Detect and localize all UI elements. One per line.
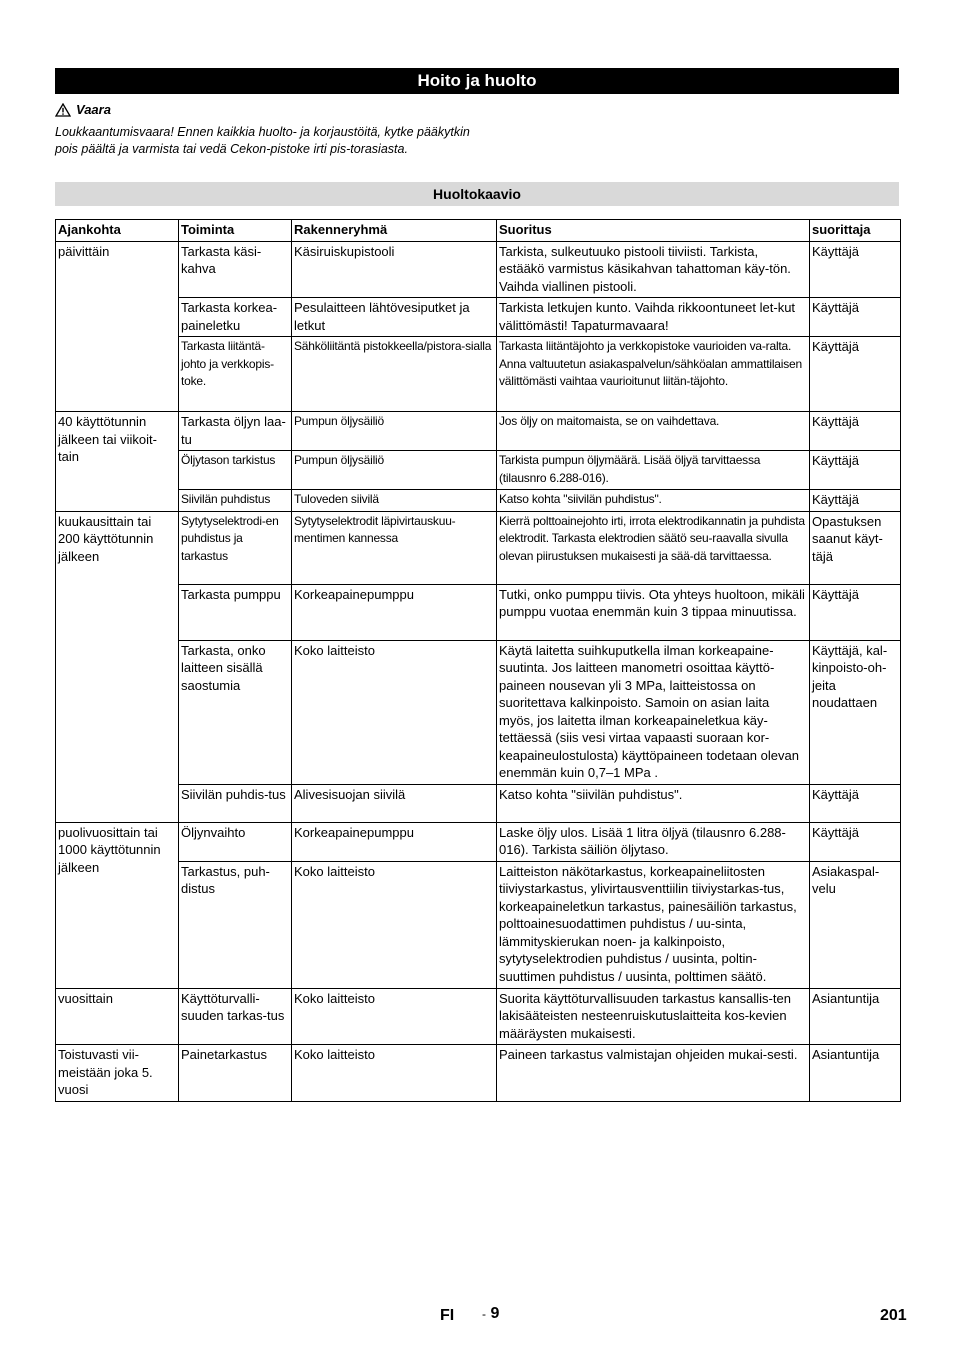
column-header-when: Ajankohta [56, 220, 179, 242]
component-cell: Tuloveden siivilä [292, 490, 497, 512]
table-row [56, 412, 901, 451]
component-cell: Korkeapainepumppu [292, 822, 497, 861]
action-cell: Sytytyselektrodi-en puhdistus ja tarkastus [179, 511, 292, 584]
table-row [56, 784, 901, 822]
performer-cell: Käyttäjä [810, 584, 901, 640]
action-cell: Käyttöturvalli-suuden tarkas-tus [179, 988, 292, 1045]
table-row [56, 640, 901, 784]
interval-cell: puolivuosittain tai 1000 käyttötunnin jälkeen [56, 822, 179, 988]
interval-cell: Toistuvasti vii-meistään joka 5. vuosi [56, 1045, 179, 1102]
action-cell: Tarkasta, onko laitteen sisällä saostumia [179, 640, 292, 784]
interval-cell: kuukausittain tai 200 käyttötunnin jälkeen [56, 511, 179, 822]
performer-cell: Opastuksen saanut käyt-täjä [810, 511, 901, 584]
procedure-cell: Kierrä polttoainejohto irti, irrota elektrodikannatin ja puhdista elektrodit. Tarkasta elektrodien säätö seu-raavalla sivulla olevan piirustuksen mukaisesti ja sää-dä tarvittaessa. [497, 511, 810, 584]
performer-cell: Asiantuntija [810, 1045, 901, 1102]
table-row [56, 511, 901, 584]
performer-cell: Käyttäjä [810, 298, 901, 337]
action-cell: Siivilän puhdistus [179, 490, 292, 512]
footer-dash: - [482, 1307, 486, 1321]
warning-text: Loukkaantumisvaara! Ennen kaikkia huolto- ja korjaustöitä, kytke pääkytkin pois päältä ja varmista tai vedä Cekon-pistoke irti pis-torasiasta. [55, 125, 470, 156]
component-cell: Pumpun öljysäiliö [292, 412, 497, 451]
footer-local-page-number: 9 [490, 1305, 500, 1322]
page-title: Hoito ja huolto [55, 68, 899, 94]
footer-page-number: 201 [880, 1307, 907, 1324]
performer-cell: Käyttäjä [810, 784, 901, 822]
procedure-cell: Jos öljy on maitomaista, se on vaihdettava. [497, 412, 810, 451]
action-cell: Painetarkastus [179, 1045, 292, 1102]
column-header-component: Rakenneryhmä [292, 220, 497, 242]
table-row [56, 298, 901, 337]
performer-cell: Käyttäjä [810, 337, 901, 412]
procedure-cell: Tarkista letkujen kunto. Vaihda rikkoontuneet let-kut välittömästi! Tapaturmavaara! [497, 298, 810, 337]
action-cell: Tarkastus, puh-distus [179, 861, 292, 988]
interval-cell: vuosittain [56, 988, 179, 1045]
component-cell: Koko laitteisto [292, 640, 497, 784]
performer-cell: Käyttäjä [810, 412, 901, 451]
procedure-cell: Käytä laitetta suihkuputkella ilman korkeapaine-suutinta. Jos laitteen manometri osoittaa käyttö-paineen nousevan yli 3 MPa, laitteistossa on suoritettava kalkinpoisto. Samoin on asian laita myös, jos laitetta ilman korkeapaineletkua käy-tettäessä (siis vesi virtaa vapaasti suoraan kor-keapaineulostulosta) käyttöpaineen todetaan olevan enemmän kuin 0,7–1 MPa . [497, 640, 810, 784]
action-cell: Tarkasta öljyn laa-tu [179, 412, 292, 451]
table-row [56, 490, 901, 512]
table-header-row [56, 220, 901, 242]
procedure-cell: Suorita käyttöturvallisuuden tarkastus kansallis-ten lakisääteisten nesteenruiskutuslaitteita kos-kevien määräysten mukaisesti. [497, 988, 810, 1045]
column-header-procedure: Suoritus [497, 220, 810, 242]
action-cell: Öljynvaihto [179, 822, 292, 861]
procedure-cell: Tarkista, sulkeutuuko pistooli tiiviisti. Tarkista, estääkö varmistus käsikahvan tahattoman käy-tön. Vaihda viallinen pistooli. [497, 241, 810, 298]
component-cell: Koko laitteisto [292, 1045, 497, 1102]
table-row [56, 822, 901, 861]
action-cell: Tarkasta pumppu [179, 584, 292, 640]
warning-triangle-icon [55, 103, 71, 117]
warning-label: Vaara [76, 102, 111, 117]
footer-language: FI [440, 1307, 455, 1324]
table-row [56, 1045, 901, 1102]
component-cell: Pesulaitteen lähtövesiputket ja letkut [292, 298, 497, 337]
performer-cell: Käyttäjä [810, 241, 901, 298]
component-cell: Koko laitteisto [292, 861, 497, 988]
procedure-cell: Katso kohta "siivilän puhdistus". [497, 490, 810, 512]
table-row [56, 861, 901, 988]
action-cell: Tarkasta korkea-paineletku [179, 298, 292, 337]
section-title: Huoltokaavio [55, 182, 899, 206]
procedure-cell: Paineen tarkastus valmistajan ohjeiden mukai-sesti. [497, 1045, 810, 1102]
procedure-cell: Katso kohta "siivilän puhdistus". [497, 784, 810, 822]
procedure-cell: Laitteiston näkötarkastus, korkeapaineliitosten tiiviystarkastus, ylivirtausventtiilin tiiviystarkas-tus, korkeapaineletkun tarkastus, painesäiliön tarkastus, polttoainesuodattimen puhdistus / uu-sinta, lämmityskierukan noen- ja kalkinpoisto, sytytyselektrodien puhdistus / uusinta, poltin-suuttimen puhdistus / uusinta, polttimen säätö. [497, 861, 810, 988]
interval-cell: 40 käyttötunnin jälkeen tai viikoit-tain [56, 412, 179, 512]
procedure-cell: Tarkista pumpun öljymäärä. Lisää öljyä tarvittaessa (tilausnro 6.288-016). [497, 451, 810, 490]
performer-cell: Käyttäjä, kal-kinpoisto-oh-jeita noudattaen [810, 640, 901, 784]
component-cell: Sytytyselektrodit läpivirtauskuu-mentimen kannessa [292, 511, 497, 584]
component-cell: Käsiruiskupistooli [292, 241, 497, 298]
component-cell: Alivesisuojan siivilä [292, 784, 497, 822]
procedure-cell: Tutki, onko pumppu tiivis. Ota yhteys huoltoon, mikäli pumppu vuotaa enemmän kuin 3 tippaa minuutissa. [497, 584, 810, 640]
component-cell: Pumpun öljysäiliö [292, 451, 497, 490]
performer-cell: Asiantuntija [810, 988, 901, 1045]
performer-cell: Asiakaspal-velu [810, 861, 901, 988]
procedure-cell: Laske öljy ulos. Lisää 1 litra öljyä (tilausnro 6.288-016). Tarkista säiliön öljytaso. [497, 822, 810, 861]
table-row [56, 241, 901, 298]
interval-cell: päivittäin [56, 241, 179, 412]
component-cell: Koko laitteisto [292, 988, 497, 1045]
action-cell: Öljytason tarkistus [179, 451, 292, 490]
performer-cell: Käyttäjä [810, 822, 901, 861]
action-cell: Siivilän puhdis-tus [179, 784, 292, 822]
warning-heading [55, 102, 111, 117]
action-cell: Tarkasta käsi-kahva [179, 241, 292, 298]
component-cell: Korkeapainepumppu [292, 584, 497, 640]
performer-cell: Käyttäjä [810, 490, 901, 512]
component-cell: Sähköliitäntä pistokkeella/pistora-sialla [292, 337, 497, 412]
column-header-performer: suorittaja [810, 220, 901, 242]
maintenance-schedule-table [55, 219, 901, 1102]
performer-cell: Käyttäjä [810, 451, 901, 490]
table-row [56, 988, 901, 1045]
table-row [56, 584, 901, 640]
action-cell: Tarkasta liitäntä-johto ja verkkopis-toke. [179, 337, 292, 412]
table-row [56, 451, 901, 490]
column-header-action: Toiminta [179, 220, 292, 242]
footer-local-page [482, 1305, 499, 1323]
procedure-cell: Tarkasta liitäntäjohto ja verkkopistoke vaurioiden va-ralta. Anna valtuutetun asiakaspalvelun/sähköalan ammattilaisen välittömästi vaihtaa vaurioitunut liitän-täjohto. [497, 337, 810, 412]
table-row [56, 337, 901, 412]
